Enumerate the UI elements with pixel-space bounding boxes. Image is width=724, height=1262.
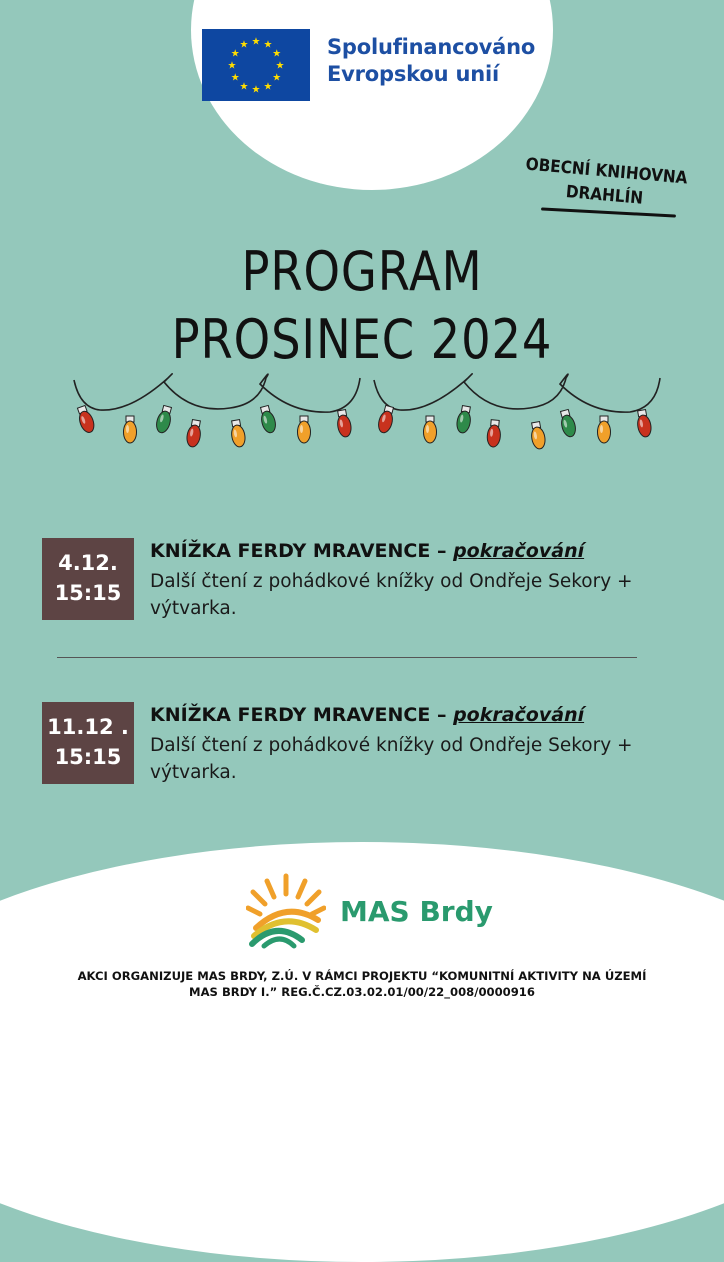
eu-star-icon: ★ (251, 36, 261, 48)
event-description (150, 568, 710, 622)
light-bulb-icon (185, 419, 202, 448)
eu-star-icon: ★ (272, 72, 282, 84)
light-bulb-icon (124, 416, 137, 443)
event-date: 4.12. (58, 551, 118, 575)
footer-line2: MAS BRDY I.” REG.Č.CZ.03.02.01/00/22_008/0000916 (189, 985, 535, 999)
eu-cofinancing-text (327, 34, 535, 88)
eu-star-icon: ★ (239, 81, 249, 93)
eu-star-icon: ★ (263, 39, 273, 51)
light-bulb-icon (455, 405, 472, 434)
light-bulb-icon (558, 409, 578, 438)
light-bulb-icon (335, 409, 352, 438)
lights-wire (74, 374, 660, 412)
event-title-italic: pokračování (453, 704, 585, 726)
event-desc-line1: Další čtení z pohádkové knížky od Ondřeje Sekory + (150, 735, 633, 756)
event-title (150, 540, 584, 562)
eu-star-icon: ★ (263, 81, 273, 93)
program-title-line2: PROSINEC 2024 (171, 308, 553, 371)
event-title-text: KNÍŽKA FERDY MRAVENCE – (150, 704, 454, 726)
event-desc-line2: výtvarka. (150, 598, 237, 619)
event-desc-line2: výtvarka. (150, 762, 237, 783)
event-time: 15:15 (54, 581, 122, 605)
mas-brdy-name: MAS Brdy (340, 895, 493, 928)
light-bulb-icon (635, 409, 652, 438)
eu-star-icon: ★ (272, 48, 282, 60)
eu-star-icon: ★ (230, 72, 240, 84)
program-title-line1: PROGRAM (241, 240, 483, 303)
light-bulb-icon (154, 405, 174, 434)
program-title (0, 238, 724, 374)
eu-text-line2: Evropskou unií (327, 62, 499, 86)
library-line2: DRAHLÍN (565, 182, 644, 209)
eu-star-icon: ★ (251, 84, 261, 96)
light-bulb-icon (486, 419, 501, 447)
event-desc-line1: Další čtení z pohádkové knížky od Ondřeje Sekory + (150, 571, 633, 592)
footer-text (0, 968, 724, 1000)
light-bulb-icon (376, 405, 396, 434)
event-title (150, 704, 584, 726)
eu-star-icon: ★ (227, 60, 237, 72)
event-date: 11.12 . (47, 715, 129, 739)
eu-text-line1: Spolufinancováno (327, 35, 536, 59)
eu-star-icon: ★ (230, 48, 240, 60)
library-name (494, 150, 717, 217)
event-title-italic: pokračování (453, 540, 585, 562)
divider (57, 657, 637, 658)
eu-star-icon: ★ (239, 39, 249, 51)
light-bulb-icon (229, 419, 246, 448)
eu-star-icon: ★ (275, 60, 285, 72)
light-bulb-icon (258, 405, 278, 434)
light-bulb-icon (598, 416, 611, 443)
event-description (150, 732, 710, 786)
light-bulb-icon (298, 416, 311, 443)
mas-brdy-logo-icon (246, 870, 326, 950)
event-title-text: KNÍŽKA FERDY MRAVENCE – (150, 540, 454, 562)
event-date-box (42, 702, 134, 784)
library-line1: OBECNÍ KNIHOVNA (524, 154, 689, 189)
christmas-lights-icon (60, 368, 670, 463)
footer-line1: AKCI ORGANIZUJE MAS BRDY, Z.Ú. V RÁMCI PROJEKTU “KOMUNITNÍ AKTIVITY NA ÚZEMÍ (77, 969, 647, 983)
light-bulb-icon (529, 421, 546, 450)
light-bulb-icon (424, 416, 437, 443)
event-date-box (42, 538, 134, 620)
eu-flag-icon (202, 29, 310, 101)
event-time: 15:15 (54, 745, 122, 769)
